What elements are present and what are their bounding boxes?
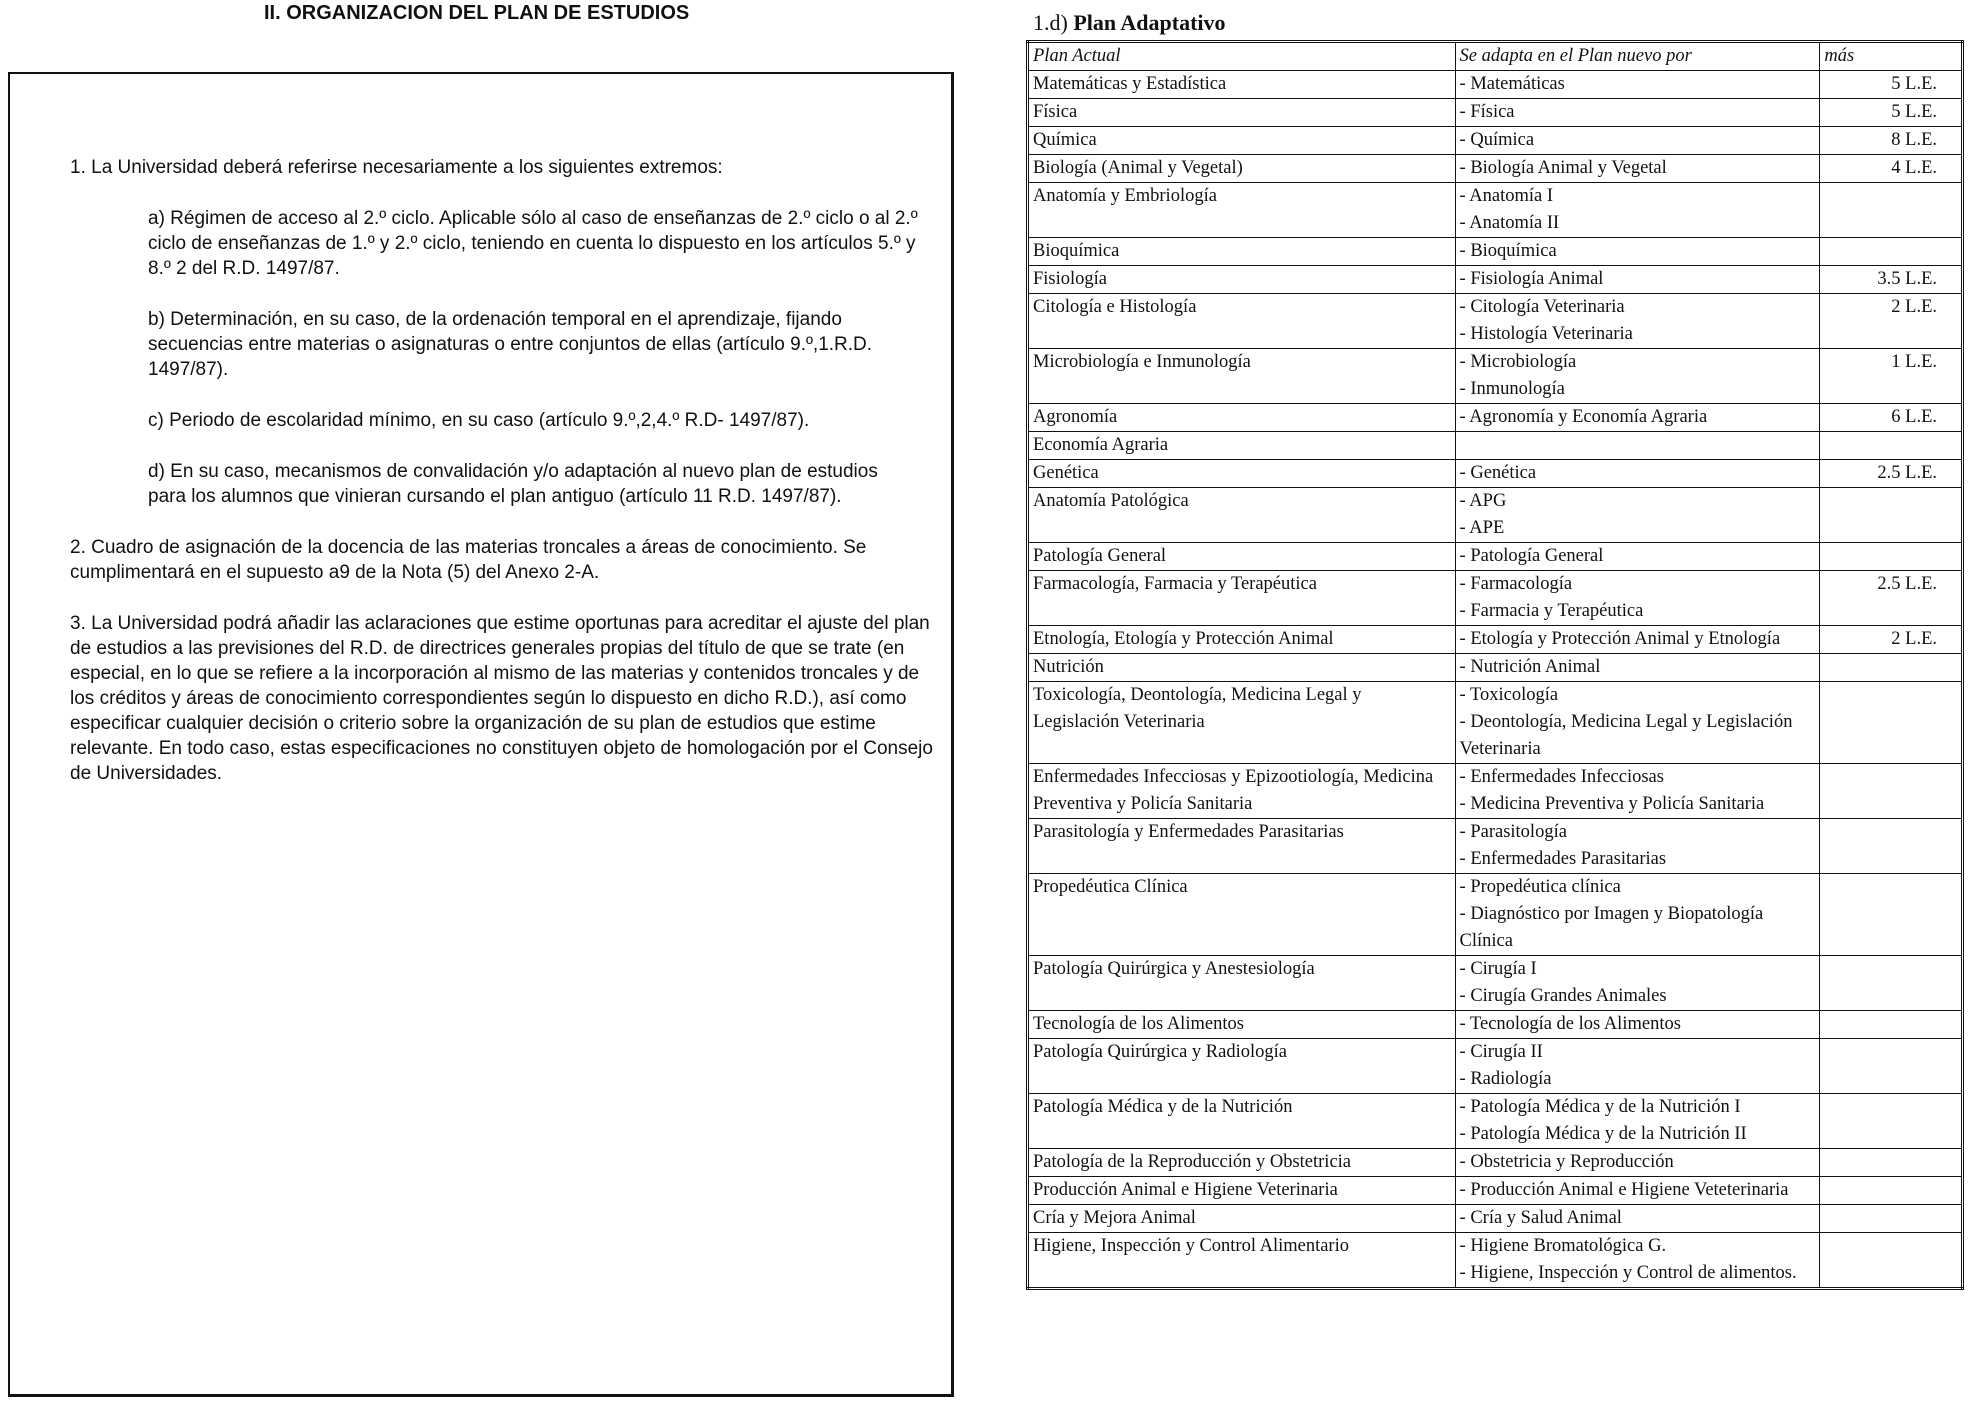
cell-plan-nuevo: - Agronomía y Economía Agraria bbox=[1455, 404, 1820, 432]
header-plan-actual: Plan Actual bbox=[1028, 42, 1456, 71]
table-row bbox=[1028, 764, 1963, 819]
cell-plan-nuevo: - Etología y Protección Animal y Etnología bbox=[1455, 626, 1820, 654]
table-row bbox=[1028, 1149, 1963, 1177]
cell-mas: 6 L.E. bbox=[1820, 404, 1963, 432]
cell-mas bbox=[1820, 874, 1963, 956]
table-row bbox=[1028, 238, 1963, 266]
plan-title-number: 1.d) bbox=[1033, 10, 1068, 35]
cell-plan-nuevo: - Cirugía II - Radiología bbox=[1455, 1039, 1820, 1094]
cell-plan-actual: Patología Quirúrgica y Anestesiología bbox=[1028, 956, 1456, 1011]
cell-plan-actual: Patología Médica y de la Nutrición bbox=[1028, 1094, 1456, 1149]
table-row bbox=[1028, 1177, 1963, 1205]
table-row bbox=[1028, 294, 1963, 349]
cell-plan-nuevo: - Higiene Bromatológica G. - Higiene, Inspección y Control de alimentos. bbox=[1455, 1233, 1820, 1289]
cell-mas bbox=[1820, 488, 1963, 543]
cell-mas bbox=[1820, 183, 1963, 238]
paragraph-1c: c) Periodo de escolaridad mínimo, en su caso (artículo 9.º,2,4.º R.D- 1497/87). bbox=[148, 410, 810, 431]
cell-plan-actual: Enfermedades Infecciosas y Epizootiología, Medicina Preventiva y Policía Sanitaria bbox=[1028, 764, 1456, 819]
cell-plan-actual: Bioquímica bbox=[1028, 238, 1456, 266]
cell-mas bbox=[1820, 654, 1963, 682]
cell-plan-nuevo: - Parasitología - Enfermedades Parasitarias bbox=[1455, 819, 1820, 874]
table-row bbox=[1028, 349, 1963, 404]
plan-adaptativo-table bbox=[1026, 40, 1964, 1290]
cell-mas: 8 L.E. bbox=[1820, 127, 1963, 155]
cell-plan-actual: Biología (Animal y Vegetal) bbox=[1028, 155, 1456, 183]
paragraph-1a: a) Régimen de acceso al 2.º ciclo. Aplicable sólo al caso de enseñanzas de 2.º ciclo o al 2.º ciclo de enseñanzas de 1.º y 2.º ciclo, teniendo en cuenta lo dispuesto en los artículos 5.º y 8.º 2 del R.D. 1497/87. bbox=[148, 208, 918, 279]
paragraph-2: 2. Cuadro de asignación de la docencia de las materias troncales a áreas de conocimiento. Se cumplimentará en el supuesto a9 de la Nota (5) del Anexo 2-A. bbox=[70, 537, 867, 583]
cell-mas: 2.5 L.E. bbox=[1820, 571, 1963, 626]
table-row bbox=[1028, 99, 1963, 127]
table-row bbox=[1028, 460, 1963, 488]
table-row bbox=[1028, 432, 1963, 460]
table-row bbox=[1028, 626, 1963, 654]
header-plan-nuevo: Se adapta en el Plan nuevo por bbox=[1455, 42, 1820, 71]
cell-mas bbox=[1820, 1177, 1963, 1205]
cell-mas bbox=[1820, 1233, 1963, 1289]
cell-mas: 1 L.E. bbox=[1820, 349, 1963, 404]
cell-plan-nuevo: - Química bbox=[1455, 127, 1820, 155]
cell-mas bbox=[1820, 1149, 1963, 1177]
cell-plan-actual: Producción Animal e Higiene Veterinaria bbox=[1028, 1177, 1456, 1205]
cell-mas bbox=[1820, 543, 1963, 571]
table-row bbox=[1028, 1094, 1963, 1149]
table-row bbox=[1028, 654, 1963, 682]
cell-plan-nuevo: - Enfermedades Infecciosas - Medicina Preventiva y Policía Sanitaria bbox=[1455, 764, 1820, 819]
cell-mas bbox=[1820, 1205, 1963, 1233]
cell-plan-nuevo: - Microbiología - Inmunología bbox=[1455, 349, 1820, 404]
cell-mas bbox=[1820, 1039, 1963, 1094]
table-row bbox=[1028, 819, 1963, 874]
table-row bbox=[1028, 1233, 1963, 1289]
plan-title-name: Plan Adaptativo bbox=[1073, 10, 1226, 35]
cell-plan-actual: Parasitología y Enfermedades Parasitarias bbox=[1028, 819, 1456, 874]
cell-mas: 3.5 L.E. bbox=[1820, 266, 1963, 294]
cell-mas: 2 L.E. bbox=[1820, 294, 1963, 349]
cell-plan-nuevo: - Cirugía I - Cirugía Grandes Animales bbox=[1455, 956, 1820, 1011]
plan-title bbox=[1033, 10, 1226, 36]
cell-plan-nuevo: - Física bbox=[1455, 99, 1820, 127]
section-title: II. ORGANIZACION DEL PLAN DE ESTUDIOS bbox=[264, 2, 690, 24]
cell-plan-nuevo: - Propedéutica clínica - Diagnóstico por Imagen y Biopatología Clínica bbox=[1455, 874, 1820, 956]
cell-mas: 2.5 L.E. bbox=[1820, 460, 1963, 488]
cell-plan-actual: Anatomía Patológica bbox=[1028, 488, 1456, 543]
cell-plan-actual: Química bbox=[1028, 127, 1456, 155]
cell-plan-actual: Etnología, Etología y Protección Animal bbox=[1028, 626, 1456, 654]
cell-plan-actual: Toxicología, Deontología, Medicina Legal y Legislación Veterinaria bbox=[1028, 682, 1456, 764]
cell-plan-nuevo: - Toxicología - Deontología, Medicina Legal y Legislación Veterinaria bbox=[1455, 682, 1820, 764]
header-mas: más bbox=[1820, 42, 1963, 71]
cell-plan-nuevo: - Farmacología - Farmacia y Terapéutica bbox=[1455, 571, 1820, 626]
cell-plan-nuevo: - Patología General bbox=[1455, 543, 1820, 571]
table-row bbox=[1028, 127, 1963, 155]
instructions-text bbox=[70, 155, 942, 812]
cell-plan-actual: Nutrición bbox=[1028, 654, 1456, 682]
table-row bbox=[1028, 183, 1963, 238]
cell-plan-actual: Tecnología de los Alimentos bbox=[1028, 1011, 1456, 1039]
cell-mas bbox=[1820, 682, 1963, 764]
cell-plan-actual: Propedéutica Clínica bbox=[1028, 874, 1456, 956]
cell-plan-actual: Citología e Histología bbox=[1028, 294, 1456, 349]
cell-mas: 4 L.E. bbox=[1820, 155, 1963, 183]
paragraph-1b: b) Determinación, en su caso, de la ordenación temporal en el aprendizaje, fijando secuencias entre materias o asignaturas o entre conjuntos de ellas (artículo 9.º,1.R.D. 1497/87). bbox=[148, 309, 873, 380]
table-row bbox=[1028, 488, 1963, 543]
cell-plan-actual: Agronomía bbox=[1028, 404, 1456, 432]
cell-plan-actual: Farmacología, Farmacia y Terapéutica bbox=[1028, 571, 1456, 626]
cell-plan-nuevo: - Anatomía I - Anatomía II bbox=[1455, 183, 1820, 238]
cell-plan-actual: Genética bbox=[1028, 460, 1456, 488]
cell-plan-actual: Física bbox=[1028, 99, 1456, 127]
table-row bbox=[1028, 956, 1963, 1011]
cell-plan-nuevo: - Obstetricia y Reproducción bbox=[1455, 1149, 1820, 1177]
cell-plan-actual: Cría y Mejora Animal bbox=[1028, 1205, 1456, 1233]
cell-plan-actual: Anatomía y Embriología bbox=[1028, 183, 1456, 238]
paragraph-3: 3. La Universidad podrá añadir las aclaraciones que estime oportunas para acreditar el ajuste del plan de estudios a las previsiones del R.D. de directrices generales propias del título de que se trate (en especial, en lo que se refiere a la incorporación al mismo de las materias y contenidos troncales y de los créditos y áreas de conocimiento correspondientes según lo dispuesto en dicho R.D.), así como especificar cualquier decisión o criterio sobre la organización de su plan de estudios que estime relevante. En todo caso, estas especificaciones no constituyen objeto de homologación por el Consejo de Universidades. bbox=[70, 613, 933, 784]
cell-mas: 5 L.E. bbox=[1820, 99, 1963, 127]
paragraph-1: 1. La Universidad deberá referirse necesariamente a los siguientes extremos: bbox=[70, 157, 723, 178]
cell-plan-nuevo: - Bioquímica bbox=[1455, 238, 1820, 266]
table-row bbox=[1028, 266, 1963, 294]
table-row bbox=[1028, 682, 1963, 764]
table-row bbox=[1028, 1205, 1963, 1233]
cell-plan-nuevo: - Tecnología de los Alimentos bbox=[1455, 1011, 1820, 1039]
paragraph-1d: d) En su caso, mecanismos de convalidación y/o adaptación al nuevo plan de estudios para los alumnos que vinieran cursando el plan antiguo (artículo 11 R.D. 1497/87). bbox=[148, 461, 878, 507]
table-row bbox=[1028, 1011, 1963, 1039]
table-body bbox=[1028, 71, 1963, 1289]
cell-plan-actual: Matemáticas y Estadística bbox=[1028, 71, 1456, 99]
cell-plan-actual: Higiene, Inspección y Control Alimentario bbox=[1028, 1233, 1456, 1289]
cell-mas bbox=[1820, 1011, 1963, 1039]
cell-plan-nuevo: - Patología Médica y de la Nutrición I - Patología Médica y de la Nutrición II bbox=[1455, 1094, 1820, 1149]
cell-plan-nuevo: - Genética bbox=[1455, 460, 1820, 488]
cell-plan-actual: Fisiología bbox=[1028, 266, 1456, 294]
cell-plan-actual: Patología Quirúrgica y Radiología bbox=[1028, 1039, 1456, 1094]
table-row bbox=[1028, 71, 1963, 99]
cell-plan-actual: Economía Agraria bbox=[1028, 432, 1456, 460]
cell-plan-nuevo: - Matemáticas bbox=[1455, 71, 1820, 99]
cell-plan-nuevo: - Producción Animal e Higiene Veteterinaria bbox=[1455, 1177, 1820, 1205]
cell-plan-nuevo: - Fisiología Animal bbox=[1455, 266, 1820, 294]
table-row bbox=[1028, 1039, 1963, 1094]
cell-mas bbox=[1820, 956, 1963, 1011]
cell-plan-nuevo: - Cría y Salud Animal bbox=[1455, 1205, 1820, 1233]
table-row bbox=[1028, 874, 1963, 956]
cell-plan-actual: Patología de la Reproducción y Obstetricia bbox=[1028, 1149, 1456, 1177]
table-row bbox=[1028, 571, 1963, 626]
cell-plan-nuevo: - Biología Animal y Vegetal bbox=[1455, 155, 1820, 183]
cell-plan-actual: Patología General bbox=[1028, 543, 1456, 571]
cell-plan-nuevo: - Citología Veterinaria - Histología Veterinaria bbox=[1455, 294, 1820, 349]
cell-mas bbox=[1820, 764, 1963, 819]
cell-plan-nuevo: - APG - APE bbox=[1455, 488, 1820, 543]
table-row bbox=[1028, 404, 1963, 432]
cell-mas bbox=[1820, 432, 1963, 460]
table-row bbox=[1028, 155, 1963, 183]
cell-mas bbox=[1820, 1094, 1963, 1149]
cell-mas: 2 L.E. bbox=[1820, 626, 1963, 654]
cell-mas bbox=[1820, 238, 1963, 266]
cell-plan-actual: Microbiología e Inmunología bbox=[1028, 349, 1456, 404]
cell-plan-nuevo: - Nutrición Animal bbox=[1455, 654, 1820, 682]
table-header-row bbox=[1028, 42, 1963, 71]
cell-mas bbox=[1820, 819, 1963, 874]
table-row bbox=[1028, 543, 1963, 571]
cell-plan-nuevo bbox=[1455, 432, 1820, 460]
cell-mas: 5 L.E. bbox=[1820, 71, 1963, 99]
